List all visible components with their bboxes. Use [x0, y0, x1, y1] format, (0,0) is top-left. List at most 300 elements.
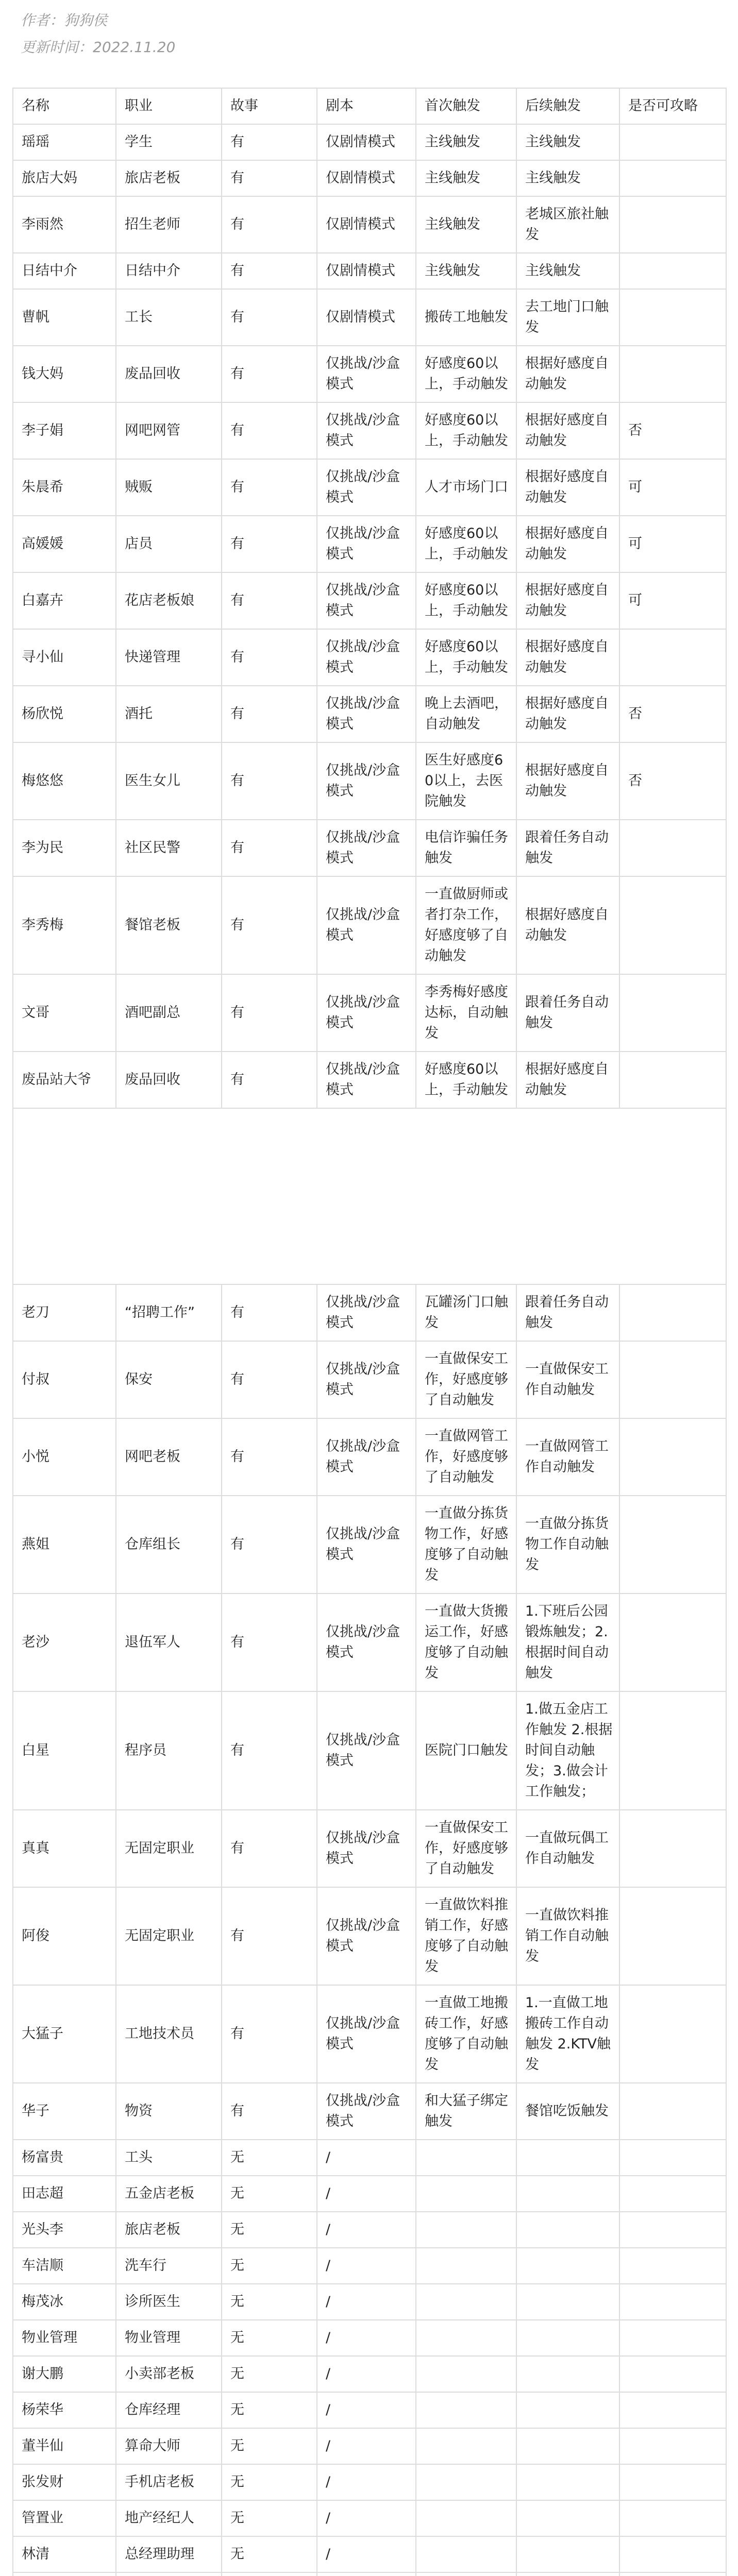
cell-name: 瑶瑶 — [13, 124, 116, 160]
cell-script — [317, 2572, 416, 2576]
cell-first-trigger: 搬砖工地触发 — [416, 289, 516, 346]
table-row — [13, 974, 726, 1052]
cell-job: 保安 — [116, 1341, 222, 1418]
cell-later-trigger: 根据好感度自动触发 — [516, 402, 619, 459]
cell-first-trigger: 李秀梅好感度达标，自动触发 — [416, 974, 516, 1052]
header-name: 名称 — [13, 88, 116, 124]
cell-first-trigger: 主线触发 — [416, 160, 516, 196]
cell-romanceable — [619, 876, 726, 974]
header-first-trigger: 首次触发 — [416, 88, 516, 124]
table-row — [13, 2176, 726, 2212]
cell-romanceable — [619, 2356, 726, 2392]
cell-first-trigger: 一直做分拣货物工作，好感度够了自动触发 — [416, 1496, 516, 1594]
table-row — [13, 459, 726, 516]
cell-job: 日结中介 — [116, 253, 222, 289]
cell-name: 老沙 — [13, 1594, 116, 1691]
table-row — [13, 2572, 726, 2576]
cell-name: 管置业 — [13, 2500, 116, 2536]
table-row — [13, 2392, 726, 2428]
cell-later-trigger: 1.一直做工地搬砖工作自动触发 2.KTV触发 — [516, 1985, 619, 2083]
cell-script: 仅挑战/沙盒模式 — [317, 1985, 416, 2083]
cell-story: 无 — [222, 2428, 317, 2464]
table-row — [13, 629, 726, 686]
cell-name: 老刀 — [13, 1284, 116, 1341]
cell-romanceable — [619, 2176, 726, 2212]
cell-name: 旅店大妈 — [13, 160, 116, 196]
cell-name: 曹帆 — [13, 289, 116, 346]
cell-script: 仅挑战/沙盒模式 — [317, 1810, 416, 1887]
header-later-trigger: 后续触发 — [516, 88, 619, 124]
cell-story: 有 — [222, 686, 317, 742]
table-row — [13, 1418, 726, 1496]
table-body-main — [13, 124, 726, 1108]
cell-first-trigger — [416, 2248, 516, 2284]
cell-name: 朱晨希 — [13, 459, 116, 516]
cell-script: 仅挑战/沙盒模式 — [317, 1341, 416, 1418]
cell-later-trigger — [516, 2572, 619, 2576]
cell-first-trigger: 好感度60以上，手动触发 — [416, 402, 516, 459]
cell-romanceable — [619, 2320, 726, 2356]
cell-name: 梅茂冰 — [13, 2284, 116, 2320]
cell-romanceable — [619, 629, 726, 686]
table-row — [13, 160, 726, 196]
cell-job: 废品回收 — [116, 1052, 222, 1108]
cell-romanceable — [619, 2464, 726, 2500]
cell-story: 无 — [222, 2212, 317, 2248]
document-meta — [21, 7, 175, 61]
cell-script: / — [317, 2284, 416, 2320]
table-row — [13, 2536, 726, 2572]
cell-job: 物资 — [116, 2083, 222, 2140]
cell-script: 仅剧情模式 — [317, 196, 416, 253]
cell-story: 有 — [222, 402, 317, 459]
cell-name: 燕姐 — [13, 1496, 116, 1594]
cell-script: / — [317, 2176, 416, 2212]
cell-later-trigger: 餐馆吃饭触发 — [516, 2083, 619, 2140]
cell-first-trigger: 一直做工地搬砖工作，好感度够了自动触发 — [416, 1985, 516, 2083]
cell-story: 无 — [222, 2356, 317, 2392]
cell-script: 仅剧情模式 — [317, 160, 416, 196]
cell-job: 招生老师 — [116, 196, 222, 253]
cell-later-trigger — [516, 2320, 619, 2356]
cell-later-trigger: 一直做分拣货物工作自动触发 — [516, 1496, 619, 1594]
table-row — [13, 402, 726, 459]
cell-romanceable — [619, 820, 726, 876]
cell-first-trigger: 一直做保安工作，好感度够了自动触发 — [416, 1341, 516, 1418]
cell-job: 花店老板娘 — [116, 572, 222, 629]
cell-later-trigger — [516, 2392, 619, 2428]
table-row — [13, 516, 726, 572]
cell-later-trigger — [516, 2140, 619, 2176]
cell-romanceable — [619, 289, 726, 346]
cell-romanceable: 否 — [619, 402, 726, 459]
cell-later-trigger: 1.做五金店工作触发 2.根据时间自动触发；3.做会计工作触发； — [516, 1691, 619, 1810]
cell-story: 无 — [222, 2140, 317, 2176]
cell-romanceable: 可 — [619, 572, 726, 629]
table-row — [13, 1052, 726, 1108]
cell-romanceable — [619, 1985, 726, 2083]
cell-job: 社区民警 — [116, 820, 222, 876]
cell-later-trigger — [516, 2212, 619, 2248]
cell-script: 仅挑战/沙盒模式 — [317, 820, 416, 876]
cell-story: 有 — [222, 289, 317, 346]
cell-name: 文哥 — [13, 974, 116, 1052]
cell-name: 董半仙 — [13, 2428, 116, 2464]
table-row — [13, 2320, 726, 2356]
cell-first-trigger: 晚上去酒吧，自动触发 — [416, 686, 516, 742]
cell-romanceable — [619, 1887, 726, 1985]
table-row — [13, 1496, 726, 1594]
cell-romanceable — [619, 1594, 726, 1691]
cell-name: 李雨然 — [13, 196, 116, 253]
cell-romanceable — [619, 253, 726, 289]
cell-first-trigger: 主线触发 — [416, 124, 516, 160]
cell-first-trigger: 一直做厨师或者打杂工作，好感度够了自动触发 — [416, 876, 516, 974]
cell-name: 高媛媛 — [13, 516, 116, 572]
header-romanceable: 是否可攻略 — [619, 88, 726, 124]
cell-name: 物业管理 — [13, 2320, 116, 2356]
cell-name: 张发财 — [13, 2464, 116, 2500]
cell-first-trigger: 好感度60以上，手动触发 — [416, 1052, 516, 1108]
cell-script: / — [317, 2248, 416, 2284]
cell-job: 酒吧副总 — [116, 974, 222, 1052]
npc-table — [12, 88, 727, 2576]
cell-romanceable — [619, 1691, 726, 1810]
table-row — [13, 2356, 726, 2392]
cell-later-trigger: 一直做饮料推销工作自动触发 — [516, 1887, 619, 1985]
cell-name: 杨荣华 — [13, 2392, 116, 2428]
cell-later-trigger — [516, 2356, 619, 2392]
cell-romanceable — [619, 1496, 726, 1594]
table-row — [13, 1985, 726, 2083]
table-row — [13, 253, 726, 289]
cell-script: 仅挑战/沙盒模式 — [317, 1594, 416, 1691]
cell-story: 有 — [222, 516, 317, 572]
cell-script: 仅挑战/沙盒模式 — [317, 974, 416, 1052]
cell-later-trigger: 根据好感度自动触发 — [516, 629, 619, 686]
cell-job: 退伍军人 — [116, 1594, 222, 1691]
cell-script: 仅挑战/沙盒模式 — [317, 459, 416, 516]
cell-name: 付叔 — [13, 1341, 116, 1418]
cell-romanceable — [619, 2500, 726, 2536]
cell-first-trigger: 电信诈骗任务触发 — [416, 820, 516, 876]
cell-first-trigger — [416, 2572, 516, 2576]
cell-name: 华子 — [13, 2083, 116, 2140]
cell-story: 有 — [222, 629, 317, 686]
cell-story: 有 — [222, 124, 317, 160]
cell-job: 工地技术员 — [116, 1985, 222, 2083]
cell-name: 谢大鹏 — [13, 2356, 116, 2392]
table-row — [13, 2212, 726, 2248]
cell-script: 仅挑战/沙盒模式 — [317, 346, 416, 402]
cell-first-trigger — [416, 2140, 516, 2176]
cell-later-trigger: 老城区旅社触发 — [516, 196, 619, 253]
cell-script: 仅挑战/沙盒模式 — [317, 876, 416, 974]
cell-script: / — [317, 2536, 416, 2572]
cell-later-trigger — [516, 2464, 619, 2500]
cell-script: 仅挑战/沙盒模式 — [317, 572, 416, 629]
table-row — [13, 2428, 726, 2464]
table-row — [13, 820, 726, 876]
cell-later-trigger — [516, 2176, 619, 2212]
cell-script: / — [317, 2212, 416, 2248]
cell-romanceable — [619, 124, 726, 160]
cell-first-trigger — [416, 2320, 516, 2356]
table-row — [13, 346, 726, 402]
cell-later-trigger: 1.下班后公园锻炼触发；2.根据时间自动触发 — [516, 1594, 619, 1691]
cell-story: 有 — [222, 1810, 317, 1887]
cell-job: 地产经纪人 — [116, 2500, 222, 2536]
cell-script: / — [317, 2392, 416, 2428]
cell-romanceable — [619, 2392, 726, 2428]
cell-romanceable — [619, 2083, 726, 2140]
cell-story: 无 — [222, 2464, 317, 2500]
cell-script: 仅挑战/沙盒模式 — [317, 1284, 416, 1341]
cell-first-trigger: 医生好感度60以上，去医院触发 — [416, 742, 516, 820]
cell-romanceable — [619, 2536, 726, 2572]
cell-romanceable — [619, 2140, 726, 2176]
cell-job: 废品回收 — [116, 346, 222, 402]
table-row — [13, 876, 726, 974]
cell-romanceable — [619, 346, 726, 402]
cell-story: 无 — [222, 2320, 317, 2356]
author-line: 作者：狗狗侯 — [21, 12, 108, 29]
table-row — [13, 742, 726, 820]
cell-first-trigger — [416, 2500, 516, 2536]
cell-script: 仅挑战/沙盒模式 — [317, 1052, 416, 1108]
cell-first-trigger: 一直做保安工作，好感度够了自动触发 — [416, 1810, 516, 1887]
cell-story: 有 — [222, 196, 317, 253]
cell-script: 仅剧情模式 — [317, 124, 416, 160]
cell-name: 寻小仙 — [13, 629, 116, 686]
table-header-row — [13, 88, 726, 124]
cell-later-trigger: 主线触发 — [516, 124, 619, 160]
cell-first-trigger — [416, 2356, 516, 2392]
cell-story: 有 — [222, 974, 317, 1052]
cell-first-trigger: 主线触发 — [416, 196, 516, 253]
table-row — [13, 1341, 726, 1418]
cell-romanceable — [619, 1284, 726, 1341]
cell-story: 有 — [222, 1496, 317, 1594]
cell-job: 店员 — [116, 516, 222, 572]
cell-first-trigger: 和大猛子绑定触发 — [416, 2083, 516, 2140]
cell-first-trigger — [416, 2536, 516, 2572]
cell-name — [13, 2572, 116, 2576]
cell-job: 贼贩 — [116, 459, 222, 516]
cell-story: 有 — [222, 1418, 317, 1496]
cell-job: 程序员 — [116, 1691, 222, 1810]
cell-script: 仅挑战/沙盒模式 — [317, 742, 416, 820]
cell-first-trigger: 一直做饮料推销工作，好感度够了自动触发 — [416, 1887, 516, 1985]
cell-romanceable — [619, 1052, 726, 1108]
cell-script: 仅剧情模式 — [317, 289, 416, 346]
cell-first-trigger: 人才市场门口 — [416, 459, 516, 516]
cell-story: 无 — [222, 2284, 317, 2320]
cell-script: 仅挑战/沙盒模式 — [317, 1887, 416, 1985]
cell-job: 手机店老板 — [116, 2464, 222, 2500]
cell-story: 有 — [222, 1887, 317, 1985]
cell-script: / — [317, 2428, 416, 2464]
cell-story: 有 — [222, 1691, 317, 1810]
cell-job: 旅店老板 — [116, 160, 222, 196]
cell-name: 白嘉卉 — [13, 572, 116, 629]
cell-later-trigger: 根据好感度自动触发 — [516, 1052, 619, 1108]
cell-story: 无 — [222, 2248, 317, 2284]
cell-story: 有 — [222, 820, 317, 876]
cell-later-trigger — [516, 2500, 619, 2536]
cell-romanceable — [619, 2248, 726, 2284]
cell-later-trigger — [516, 2248, 619, 2284]
cell-later-trigger — [516, 2536, 619, 2572]
cell-first-trigger: 好感度60以上，手动触发 — [416, 516, 516, 572]
cell-job — [116, 2572, 222, 2576]
cell-story: 有 — [222, 459, 317, 516]
cell-name: 真真 — [13, 1810, 116, 1887]
cell-story: 有 — [222, 2083, 317, 2140]
cell-story: 有 — [222, 160, 317, 196]
cell-script: 仅挑战/沙盒模式 — [317, 686, 416, 742]
cell-job: 洗车行 — [116, 2248, 222, 2284]
cell-story: 有 — [222, 1985, 317, 2083]
cell-romanceable — [619, 196, 726, 253]
cell-job: 无固定职业 — [116, 1810, 222, 1887]
cell-job: 工长 — [116, 289, 222, 346]
cell-later-trigger: 跟着任务自动触发 — [516, 820, 619, 876]
cell-romanceable — [619, 1341, 726, 1418]
table-row — [13, 2140, 726, 2176]
cell-first-trigger — [416, 2284, 516, 2320]
cell-story: 有 — [222, 1284, 317, 1341]
cell-first-trigger: 主线触发 — [416, 253, 516, 289]
cell-job: 旅店老板 — [116, 2212, 222, 2248]
cell-script: / — [317, 2320, 416, 2356]
cell-story: 有 — [222, 742, 317, 820]
cell-first-trigger: 好感度60以上，手动触发 — [416, 629, 516, 686]
cell-story — [222, 2572, 317, 2576]
cell-later-trigger: 根据好感度自动触发 — [516, 572, 619, 629]
cell-job: “招聘工作” — [116, 1284, 222, 1341]
table-row — [13, 572, 726, 629]
cell-script: 仅挑战/沙盒模式 — [317, 629, 416, 686]
cell-name: 杨富贵 — [13, 2140, 116, 2176]
cell-name: 阿俊 — [13, 1887, 116, 1985]
cell-first-trigger — [416, 2428, 516, 2464]
cell-later-trigger: 一直做网管工作自动触发 — [516, 1418, 619, 1496]
cell-romanceable: 可 — [619, 459, 726, 516]
cell-story: 无 — [222, 2392, 317, 2428]
table-row — [13, 1887, 726, 1985]
cell-name: 李子娟 — [13, 402, 116, 459]
cell-name: 田志超 — [13, 2176, 116, 2212]
cell-story: 有 — [222, 1341, 317, 1418]
cell-romanceable: 可 — [619, 516, 726, 572]
cell-story: 有 — [222, 876, 317, 974]
cell-name: 白星 — [13, 1691, 116, 1810]
cell-job: 仓库组长 — [116, 1496, 222, 1594]
cell-story: 有 — [222, 346, 317, 402]
cell-romanceable: 否 — [619, 686, 726, 742]
cell-romanceable — [619, 1418, 726, 1496]
cell-romanceable — [619, 2284, 726, 2320]
cell-later-trigger: 跟着任务自动触发 — [516, 974, 619, 1052]
cell-later-trigger: 去工地门口触发 — [516, 289, 619, 346]
cell-first-trigger: 医院门口触发 — [416, 1691, 516, 1810]
cell-name: 李秀梅 — [13, 876, 116, 974]
cell-script: 仅挑战/沙盒模式 — [317, 1418, 416, 1496]
cell-name: 梅悠悠 — [13, 742, 116, 820]
cell-first-trigger: 一直做大货搬运工作，好感度够了自动触发 — [416, 1594, 516, 1691]
cell-story: 有 — [222, 1052, 317, 1108]
cell-romanceable: 否 — [619, 742, 726, 820]
table-row — [13, 2284, 726, 2320]
cell-name: 废品站大爷 — [13, 1052, 116, 1108]
cell-script: 仅挑战/沙盒模式 — [317, 1691, 416, 1810]
cell-script: / — [317, 2140, 416, 2176]
cell-first-trigger — [416, 2176, 516, 2212]
cell-script: 仅挑战/沙盒模式 — [317, 516, 416, 572]
cell-later-trigger: 主线触发 — [516, 160, 619, 196]
cell-romanceable — [619, 2572, 726, 2576]
table-row — [13, 1691, 726, 1810]
header-job: 职业 — [116, 88, 222, 124]
cell-name: 李为民 — [13, 820, 116, 876]
cell-later-trigger: 根据好感度自动触发 — [516, 686, 619, 742]
table-row — [13, 289, 726, 346]
cell-later-trigger: 根据好感度自动触发 — [516, 516, 619, 572]
cell-first-trigger — [416, 2464, 516, 2500]
cell-job: 学生 — [116, 124, 222, 160]
header-story: 故事 — [222, 88, 317, 124]
cell-job: 五金店老板 — [116, 2176, 222, 2212]
cell-story: 有 — [222, 572, 317, 629]
cell-script: 仅剧情模式 — [317, 253, 416, 289]
cell-first-trigger: 好感度60以上，手动触发 — [416, 572, 516, 629]
cell-romanceable — [619, 1810, 726, 1887]
cell-romanceable — [619, 160, 726, 196]
cell-job: 医生女儿 — [116, 742, 222, 820]
cell-later-trigger — [516, 2284, 619, 2320]
cell-later-trigger — [516, 2428, 619, 2464]
cell-script: 仅挑战/沙盒模式 — [317, 1496, 416, 1594]
cell-name: 光头李 — [13, 2212, 116, 2248]
cell-job: 快递管理 — [116, 629, 222, 686]
cell-later-trigger: 根据好感度自动触发 — [516, 742, 619, 820]
cell-job: 算命大师 — [116, 2428, 222, 2464]
cell-name: 钱大妈 — [13, 346, 116, 402]
cell-script: / — [317, 2464, 416, 2500]
cell-job: 酒托 — [116, 686, 222, 742]
cell-job: 餐馆老板 — [116, 876, 222, 974]
cell-job: 无固定职业 — [116, 1887, 222, 1985]
cell-story: 无 — [222, 2500, 317, 2536]
cell-story: 有 — [222, 1594, 317, 1691]
cell-later-trigger: 一直做玩偶工作自动触发 — [516, 1810, 619, 1887]
header-script: 剧本 — [317, 88, 416, 124]
cell-first-trigger — [416, 2392, 516, 2428]
cell-later-trigger: 主线触发 — [516, 253, 619, 289]
table-row — [13, 2500, 726, 2536]
table-row — [13, 1810, 726, 1887]
cell-story: 有 — [222, 253, 317, 289]
cell-story: 无 — [222, 2536, 317, 2572]
cell-first-trigger: 好感度60以上，手动触发 — [416, 346, 516, 402]
cell-romanceable — [619, 974, 726, 1052]
cell-first-trigger: 瓦罐汤门口触发 — [416, 1284, 516, 1341]
cell-job: 诊所医生 — [116, 2284, 222, 2320]
table-row — [13, 1284, 726, 1341]
blank-row — [13, 1108, 726, 1284]
table-row — [13, 124, 726, 160]
